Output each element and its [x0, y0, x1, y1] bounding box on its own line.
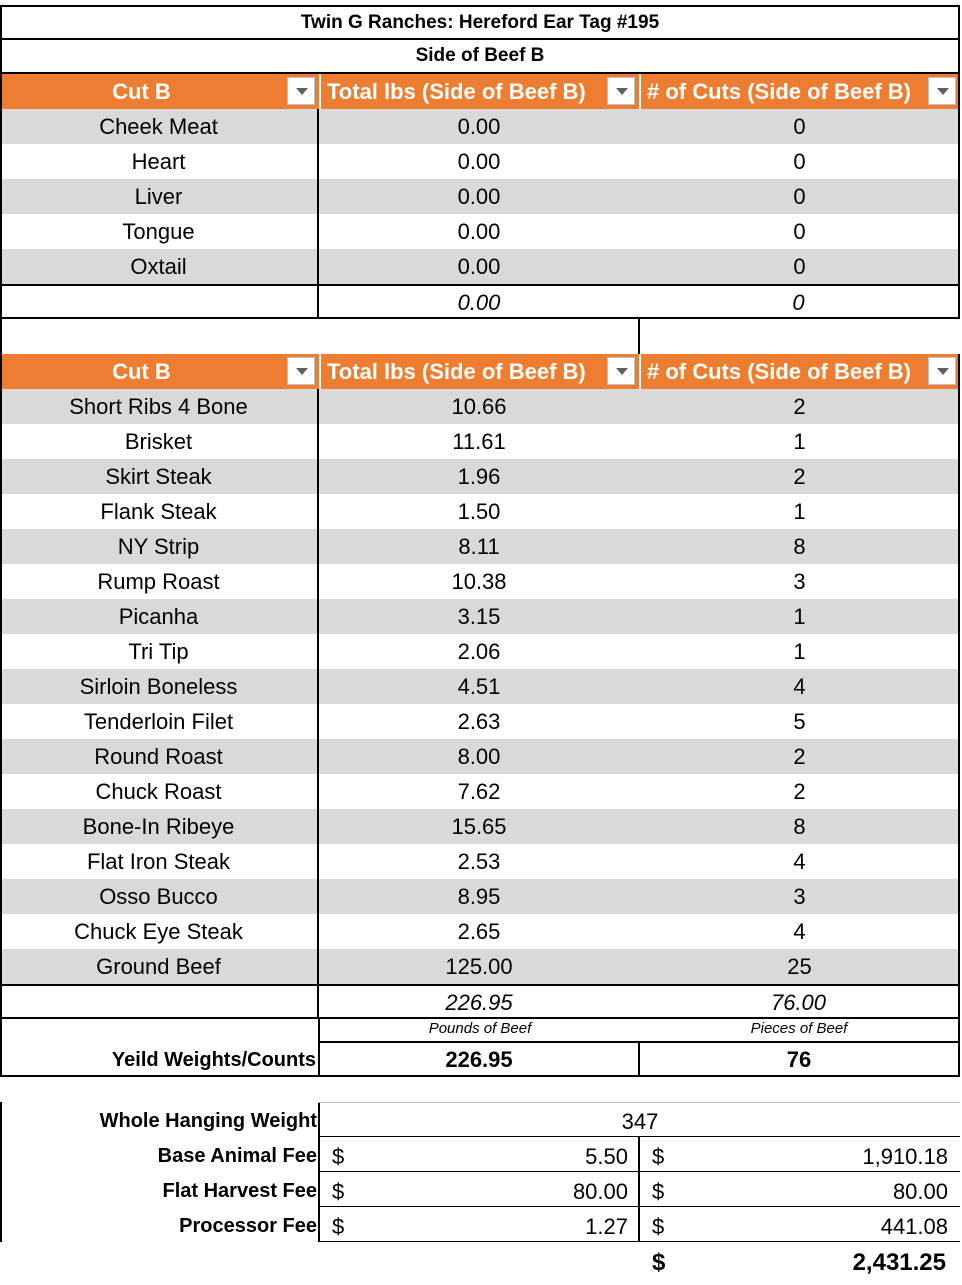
table-row[interactable]: [0, 214, 960, 249]
table-border: [958, 1017, 960, 1043]
table-border: [0, 317, 2, 354]
table-row[interactable]: [0, 249, 960, 284]
cut-count: 0: [793, 254, 806, 279]
table-row[interactable]: [0, 879, 960, 914]
cut-count: 3: [793, 884, 806, 909]
table-border: [958, 354, 960, 984]
count-caption: Pieces of Beef: [750, 1020, 848, 1037]
column-header-lbs-label: Total lbs (Side of Beef B): [327, 359, 586, 384]
offal-total-row: [0, 284, 960, 319]
cut-lbs: 0.00: [457, 149, 501, 174]
yield-label: Yeild Weights/Counts: [111, 1049, 316, 1071]
yield-lbs: 226.95: [445, 1047, 513, 1072]
cut-name: Tri Tip: [0, 634, 319, 669]
cut-name: Chuck Roast: [0, 774, 319, 809]
cut-lbs: 0.00: [457, 184, 501, 209]
cut-lbs: 0.00: [457, 114, 501, 139]
fee-label: Base Animal Fee: [157, 1145, 317, 1167]
cut-name: Liver: [0, 179, 319, 214]
cut-name: Cheek Meat: [0, 109, 319, 144]
cut-lbs: 2.53: [457, 849, 501, 874]
cell-divider: [638, 319, 640, 354]
table-row[interactable]: [0, 389, 960, 424]
cut-count: 1: [793, 639, 806, 664]
cut-name: Flank Steak: [0, 494, 319, 529]
column-header-lbs[interactable]: [319, 74, 639, 109]
table-row[interactable]: [0, 144, 960, 179]
hanging-weight-label: Whole Hanging Weight: [99, 1110, 317, 1132]
cuts-total-lbs: 226.95: [445, 990, 513, 1015]
table-row[interactable]: [0, 809, 960, 844]
table-row[interactable]: [0, 669, 960, 704]
currency-symbol: $: [332, 1214, 345, 1239]
cut-lbs: 1.50: [457, 499, 501, 524]
offal-total-count: 0: [639, 286, 960, 317]
cut-count: 4: [793, 919, 806, 944]
filter-dropdown-icon[interactable]: [928, 357, 956, 385]
cut-count: 4: [793, 849, 806, 874]
fee-rate: 80.00: [572, 1179, 628, 1204]
cuts-table-body: [0, 389, 960, 984]
fee-label: Flat Harvest Fee: [162, 1180, 317, 1202]
cut-lbs: 2.06: [457, 639, 501, 664]
cut-count: 3: [793, 569, 806, 594]
column-header-count-label: # of Cuts (Side of Beef B): [647, 359, 912, 384]
column-header-count-label: # of Cuts (Side of Beef B): [647, 79, 912, 104]
sheet-title: Twin G Ranches: Hereford Ear Tag #195: [0, 5, 960, 40]
cut-lbs: 8.00: [457, 744, 501, 769]
column-header-cut-label: Cut B: [112, 79, 171, 104]
table-row[interactable]: [0, 774, 960, 809]
cut-count: 0: [793, 114, 806, 139]
filter-dropdown-icon[interactable]: [607, 357, 635, 385]
table-row[interactable]: [0, 109, 960, 144]
cut-count: 1: [793, 604, 806, 629]
cut-count: 1: [793, 429, 806, 454]
cut-count: 0: [793, 149, 806, 174]
cut-name: NY Strip: [0, 529, 319, 564]
cut-count: 4: [793, 674, 806, 699]
currency-symbol: $: [652, 1179, 665, 1204]
cell-divider: [318, 1102, 960, 1103]
lbs-caption: Pounds of Beef: [428, 1020, 532, 1037]
cut-count: 2: [793, 744, 806, 769]
cut-name: Short Ribs 4 Bone: [0, 389, 319, 424]
fee-rate: 1.27: [585, 1214, 628, 1239]
table-row[interactable]: [0, 634, 960, 669]
column-header-count[interactable]: [639, 74, 960, 109]
cut-count: 8: [793, 534, 806, 559]
cut-name: Brisket: [0, 424, 319, 459]
table-border: [0, 74, 2, 319]
fee-row-processor: [0, 1209, 960, 1244]
fee-row-base: [0, 1139, 960, 1174]
cut-lbs: 0.00: [457, 254, 501, 279]
table-row[interactable]: [0, 914, 960, 949]
cut-name: Flat Iron Steak: [0, 844, 319, 879]
column-header-cut-label: Cut B: [112, 359, 171, 384]
cut-count: 1: [793, 499, 806, 524]
cuts-total-count: 76.00: [639, 986, 960, 1017]
cut-count: 25: [787, 954, 812, 979]
table-row[interactable]: [0, 564, 960, 599]
table-row[interactable]: [0, 494, 960, 529]
cut-lbs: 3.15: [457, 604, 501, 629]
sheet-subtitle: Side of Beef B: [0, 40, 960, 74]
cut-lbs: 8.95: [457, 884, 501, 909]
total-label-cell: [0, 986, 319, 1017]
cut-count: 5: [793, 709, 806, 734]
cut-name: Tenderloin Filet: [0, 704, 319, 739]
cut-count: 2: [793, 464, 806, 489]
total-label-cell: [0, 286, 319, 317]
table-border: [958, 1043, 960, 1077]
cut-count: 2: [793, 779, 806, 804]
cut-name: Tongue: [0, 214, 319, 249]
currency-symbol: $: [652, 1249, 666, 1276]
table-row[interactable]: [0, 424, 960, 459]
cut-count: 0: [793, 184, 806, 209]
cut-lbs: 125.00: [445, 954, 513, 979]
filter-dropdown-icon[interactable]: [287, 357, 315, 385]
grand-total-row: [0, 1245, 960, 1280]
cut-name: Round Roast: [0, 739, 319, 774]
fee-label: Processor Fee: [179, 1215, 317, 1237]
cut-count: 2: [793, 394, 806, 419]
cut-count: 0: [793, 219, 806, 244]
table-border: [958, 5, 960, 319]
table-border: [0, 354, 2, 984]
cut-name: Bone-In Ribeye: [0, 809, 319, 844]
table-row[interactable]: [0, 704, 960, 739]
column-header-count[interactable]: [639, 354, 960, 389]
cut-lbs: 0.00: [457, 219, 501, 244]
table-row[interactable]: [0, 599, 960, 634]
cut-lbs: 2.63: [457, 709, 501, 734]
cut-lbs: 2.65: [457, 919, 501, 944]
hanging-weight-row: [0, 1104, 960, 1139]
cut-name: Skirt Steak: [0, 459, 319, 494]
table-row[interactable]: [0, 459, 960, 494]
filter-dropdown-icon[interactable]: [928, 77, 956, 105]
offal-total-lbs: 0.00: [457, 290, 501, 315]
currency-symbol: $: [652, 1214, 665, 1239]
cut-name: Picanha: [0, 599, 319, 634]
offal-table-body: [0, 109, 960, 284]
cut-lbs: 10.38: [451, 569, 507, 594]
table-row[interactable]: [0, 529, 960, 564]
table-row[interactable]: [0, 949, 960, 984]
currency-symbol: $: [332, 1179, 345, 1204]
fee-amount: 1,910.18: [862, 1144, 948, 1169]
cut-name: Rump Roast: [0, 564, 319, 599]
cut-name: Heart: [0, 144, 319, 179]
cut-name: Sirloin Boneless: [0, 669, 319, 704]
cuts-total-row: [0, 984, 960, 1019]
cut-name: Chuck Eye Steak: [0, 914, 319, 949]
column-header-lbs-label: Total lbs (Side of Beef B): [327, 79, 586, 104]
table-row[interactable]: [0, 844, 960, 879]
cut-name: Oxtail: [0, 249, 319, 284]
column-header-cut[interactable]: [0, 354, 319, 389]
filter-dropdown-icon[interactable]: [607, 77, 635, 105]
cut-lbs: 10.66: [451, 394, 507, 419]
currency-symbol: $: [332, 1144, 345, 1169]
cut-lbs: 4.51: [457, 674, 501, 699]
filter-dropdown-icon[interactable]: [287, 77, 315, 105]
cut-name: Ground Beef: [0, 949, 319, 984]
currency-symbol: $: [652, 1144, 665, 1169]
cuts-table-header: [0, 354, 960, 389]
cut-lbs: 7.62: [457, 779, 501, 804]
cut-lbs: 11.61: [452, 429, 506, 454]
cut-lbs: 1.96: [457, 464, 501, 489]
cut-count: 8: [793, 814, 806, 839]
grand-total: 2,431.25: [852, 1249, 946, 1276]
fee-amount: 441.08: [880, 1214, 948, 1239]
fee-rate: 5.50: [585, 1144, 628, 1169]
fee-row-harvest: [0, 1174, 960, 1209]
column-header-lbs[interactable]: [319, 354, 639, 389]
offal-table-header: [0, 74, 960, 109]
column-header-cut[interactable]: [0, 74, 319, 109]
cut-lbs: 8.11: [458, 534, 500, 559]
cell-divider: [0, 1075, 960, 1077]
table-row[interactable]: [0, 739, 960, 774]
hanging-weight-value: 347: [621, 1109, 659, 1134]
cut-name: Osso Bucco: [0, 879, 319, 914]
fee-amount: 80.00: [892, 1179, 948, 1204]
table-row[interactable]: [0, 179, 960, 214]
cut-lbs: 15.65: [451, 814, 507, 839]
yield-count: 76: [786, 1047, 812, 1072]
